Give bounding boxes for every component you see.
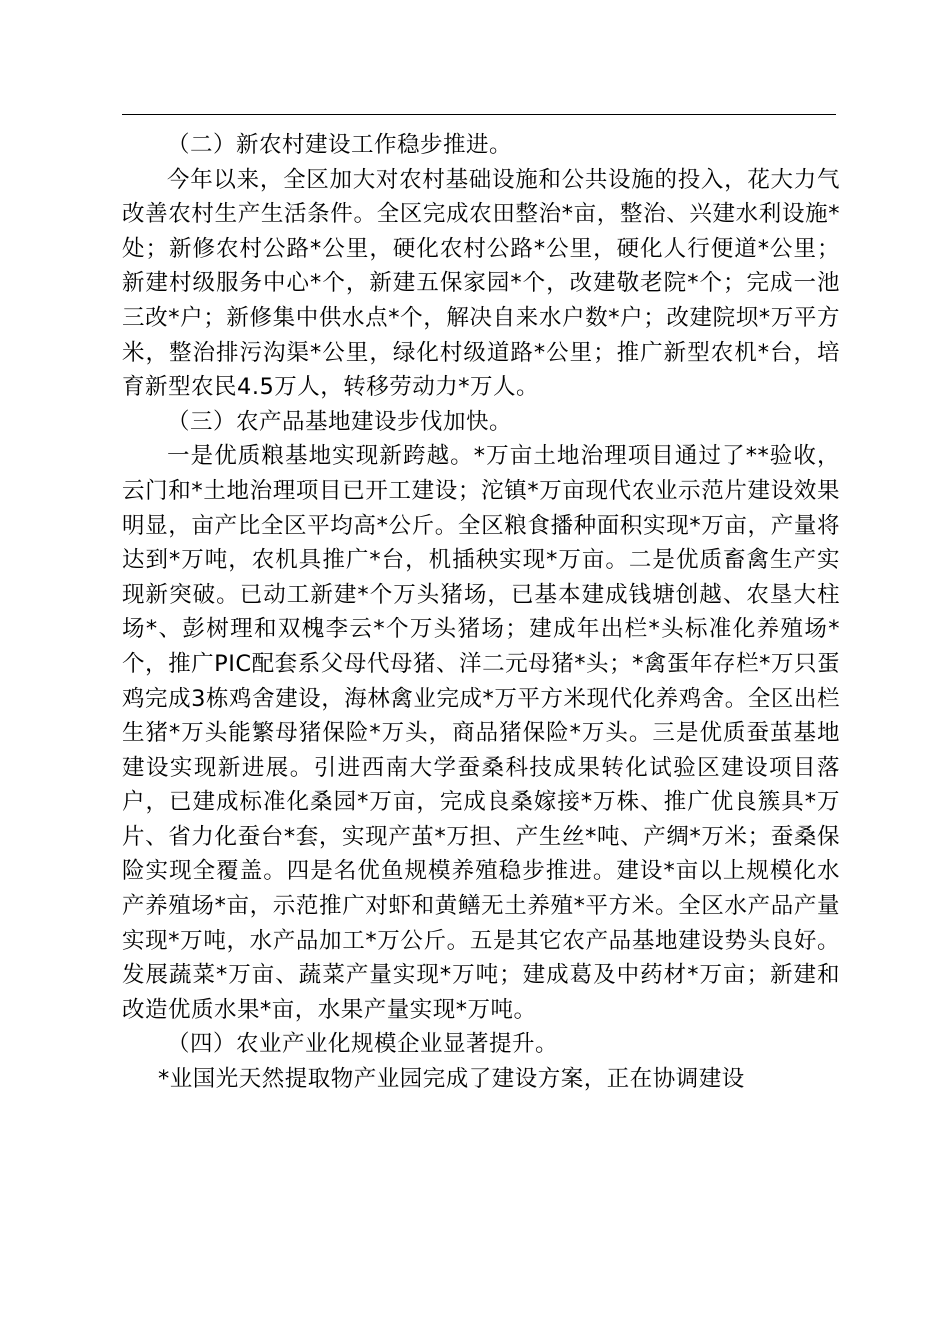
paragraph-rural-construction: 今年以来，全区加大对农村基础设施和公共设施的投入，花大力气改善农村生产生活条件。全区完成农田整治*亩，整治、兴建水利设施*处；新修农村公路*公里，硬化农村公路*公里，硬化人行便道*公里；新建村级服务中心*个，新建五保家园*个，改建敬老院*个；完成一池三改*户；新修集中供水点*个，解决自来水户数*户；改建院坝*万平方米，整治排污沟渠*公里，绿化村级道路*公里；推广新型农机*台，培育新型农民4.5万人，转移劳动力*万人。 <box>122 166 840 401</box>
document-body <box>122 128 840 1097</box>
paragraph-industrialization: *业国光天然提取物产业园完成了建设方案，正在协调建设 <box>158 1066 745 1093</box>
section-heading-agri-bases: （三）农产品基地建设步伐加快。 <box>167 408 513 435</box>
section-heading-industrialization: （四）农业产业化规模企业显著提升。 <box>167 1031 559 1058</box>
header-rule <box>122 114 836 115</box>
section-heading-rural-construction: （二）新农村建设工作稳步推进。 <box>167 132 513 158</box>
paragraph-agri-bases: 一是优质粮基地实现新跨越。*万亩土地治理项目通过了**验收，云门和*土地治理项目已开工建设；沱镇*万亩现代农业示范片建设效果明显，亩产比全区平均高*公斤。全区粮食播种面积实现*万亩，产量将达到*万吨，农机具推广*台，机插秧实现*万亩。二是优质畜禽生产实现新突破。已动工新建*个万头猪场，已基本建成钱塘创越、农垦大柱场*、彭树理和双槐李云*个万头猪场；建成年出栏*头标准化养殖场*个，推广PIC配套系父母代母猪、洋二元母猪*头；*禽蛋年存栏*万只蛋鸡完成3栋鸡舍建设，海林禽业完成*万平方米现代化养鸡舍。全区出栏生猪*万头能繁母猪保险*万头，商品猪保险*万头。三是优质蚕茧基地建设实现新进展。引进西南大学蚕桑科技成果转化试验区建设项目落户，已建成标准化桑园*万亩，完成良桑嫁接*万株、推广优良簇具*万片、省力化蚕台*套，实现产茧*万担、产生丝*吨、产绸*万米；蚕桑保险实现全覆盖。四是名优鱼规模养殖稳步推进。建设*亩以上规模化水产养殖场*亩，示范推广对虾和黄鳝无土养殖*平方米。全区水产品产量实现*万吨，水产品加工*万公斤。五是其它农产品基地建设势头良好。发展蔬菜*万亩、蔬菜产量实现*万吨；建成葛及中药材*万亩；新建和改造优质水果*亩，水果产量实现*万吨。 <box>122 443 840 1023</box>
